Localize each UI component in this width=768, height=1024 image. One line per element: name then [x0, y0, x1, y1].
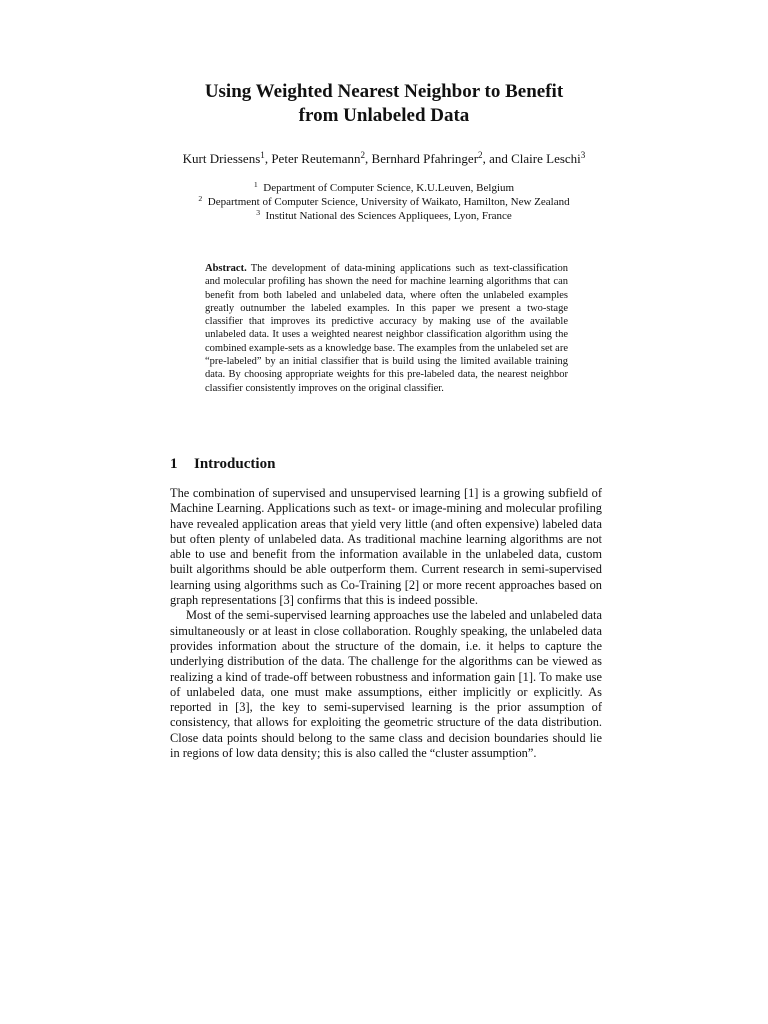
- section-title: Introduction: [194, 456, 276, 472]
- author-list: [100, 151, 668, 167]
- author-affiliation-mark: 1: [260, 150, 265, 160]
- abstract-text: The development of data-mining applications such as text-classification and molecular profiling has shown the need for machine learning algorithms that can benefit from both labeled and unlabeled data, where often the unlabeled examples greatly outnumber the labeled examples. In this paper we present a two-stage classifier that improves its predictive accuracy by making use of the available unlabeled data. It uses a weighted nearest neighbor classification algorithm using the combined example-sets as a knowledge base. The examples from the unlabeled set are “pre-labeled” by an initial classifier that is build using the limited available training data. By choosing appropriate weights for this pre-labeled data, the nearest neighbor classifier consistently improves on the original classifier.: [205, 263, 568, 394]
- affiliation-list: [90, 181, 678, 223]
- affiliation-mark: 3: [256, 207, 261, 217]
- affiliation-text: Department of Computer Science, K.U.Leuven, Belgium: [263, 182, 515, 194]
- author-name: Bernhard Pfahringer: [371, 151, 479, 166]
- affiliation-mark: 2: [198, 193, 203, 203]
- author-name: Claire Leschi: [511, 151, 581, 166]
- affiliation-text: Department of Computer Science, University of Waikato, Hamilton, New Zealand: [207, 196, 570, 208]
- body-paragraph-1: The combination of supervised and unsupervised learning [1] is a growing subfield of Machine Learning. Applications such as text- or image-mining and molecular profiling have revealed application areas that yield very little (and often expensive) labeled data but often plenty of unlabeled data. As traditional machine learning algorithms are not able to use and benefit from the information available in the unlabeled data, custom built algorithms should be able outperform them. Current research in semi-supervised learning using algorithms such as Co-Training [2] or more recent approaches based on graph representations [3] confirms that this is indeed possible.: [170, 486, 602, 608]
- affiliation-3: [90, 209, 678, 223]
- body-paragraph-2: Most of the semi-supervised learning approaches use the labeled and unlabeled data simultaneously or at least in close collaboration. Roughly speaking, the unlabeled data provides information about the structure of the domain, i.e. it helps to capture the underlying distribution of the data. The challenge for the algorithms can be viewed as realizing a kind of trade-off between robustness and information gain [1]. To make use of unlabeled data, one must make assumptions, either implicitly or explicitly. As reported in [3], the key to semi-supervised learning is the prior assumption of consistency, that allows for exploiting the geometric structure of the data distribution. Close data points should belong to the same class and decision boundaries should lie in regions of low data density; this is also called the “cluster assumption”.: [170, 608, 602, 761]
- section-number: 1: [170, 456, 178, 472]
- abstract: [205, 262, 568, 395]
- author-separator: ,: [264, 151, 272, 166]
- affiliation-2: [90, 195, 678, 209]
- author-affiliation-mark: 2: [478, 150, 483, 160]
- author-affiliation-mark: 2: [360, 150, 366, 160]
- abstract-label: Abstract.: [205, 263, 247, 274]
- title-line-1: Using Weighted Nearest Neighbor to Benefit: [204, 81, 564, 102]
- affiliation-mark: 1: [253, 179, 258, 189]
- author-affiliation-mark: 3: [580, 150, 586, 160]
- author-name: Peter Reutemann: [271, 151, 361, 166]
- paper-title: [120, 80, 648, 128]
- affiliation-text: Institut National des Sciences Appliquees, Lyon, France: [265, 210, 512, 222]
- author-separator: ,: [365, 151, 372, 166]
- author-separator: , and: [482, 151, 512, 166]
- section-heading: [170, 455, 275, 473]
- affiliation-1: [90, 181, 678, 195]
- author-name: Kurt Driessens: [182, 151, 261, 166]
- title-line-2: from Unlabeled Data: [298, 105, 470, 126]
- section-body: [170, 486, 602, 761]
